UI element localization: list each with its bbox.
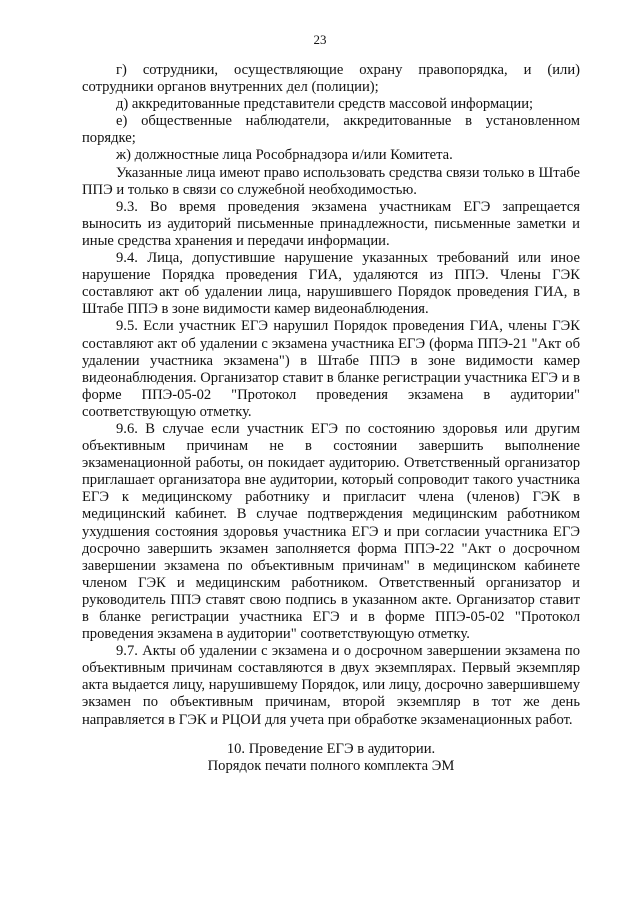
paragraph-d-media: д) аккредитованные представители средств массовой информации; xyxy=(116,96,534,113)
paragraph-9-6: 9.6. В случае если участник ЕГЭ по состоянию здоровья или другим объективным причинам не в состоянии завершить выполнение экзаменационной работы, он покидает аудиторию. Ответственный организатор приглашает организатора вне аудитории, который сопроводит такого участника ЕГЭ к медицинскому работнику и пригласит члена (членов) ГЭК в медицинский кабинет. В случае подтверждения медицинским работником ухудшения состояния здоровья участника ЕГЭ и при согласии участника ЕГЭ досрочно завершить экзамен заполняется форма ППЭ-22 "Акт о досрочном завершении экзамена по объективным причинам" в медицинском кабинете членом ГЭК и медицинским работником. Ответственный организатор и руководитель ППЭ ставят свою подпись в указанном акте. Организатор ставит в бланке регистрации участника ЕГЭ и в форме ППЭ-05-02 "Протокол проведения экзамена в аудитории" соответствующую отметку. xyxy=(82,420,580,643)
paragraph-zh-officials: ж) должностные лица Рособрнадзора и/или Комитета. xyxy=(116,147,453,164)
paragraph-9-3: 9.3. Во время проведения экзамена участникам ЕГЭ запрещается выносить из аудиторий письменные принадлежности, письменные заметки и иные средства хранения и передачи информации. xyxy=(82,198,580,249)
paragraph-e-observers: е) общественные наблюдатели, аккредитованные в установленном порядке; xyxy=(82,113,580,147)
paragraph-9-5: 9.5. Если участник ЕГЭ нарушил Порядок проведения ГИА, члены ГЭК составляют акт об удалении с экзамена участника ЕГЭ (форма ППЭ-21 "Акт об удалении участника экзамена") в Штабе ППЭ в зоне видимости камер видеонаблюдения. Организатор ставит в бланке регистрации участника ЕГЭ и в форме ППЭ-05-02 "Протокол проведения экзамена в аудитории" соответствующую отметку. xyxy=(82,318,580,420)
paragraph-9-4: 9.4. Лица, допустившие нарушение указанных требований или иное нарушение Порядка проведения ГИА, удаляются из ППЭ. Члены ГЭК составляют акт об удалении лица, нарушившего Порядок проведения ГИА, в Штабе ППЭ в зоне видимости камер видеонаблюдения. xyxy=(82,250,580,318)
paragraph-g-police: г) сотрудники, осуществляющие охрану правопорядка, и (или) сотрудники органов внутренних дел (полиции); xyxy=(82,62,580,96)
section-heading xyxy=(82,741,580,775)
document-body xyxy=(82,62,580,775)
page-number: 23 xyxy=(313,32,327,47)
section-heading-subtitle: Порядок печати полного комплекта ЭМ xyxy=(207,757,455,774)
paragraph-9-7: 9.7. Акты об удалении с экзамена и о досрочном завершении экзамена по объективным причинам составляются в двух экземплярах. Первый экземпляр акта выдается лицу, нарушившему Порядок, или лицу, досрочно завершившему экзамен по объективным причинам, второй экземпляр в тот же день направляется в ГЭК и РЦОИ для учета при обработке экзаменационных работ. xyxy=(82,643,580,728)
paragraph-communication-rights: Указанные лица имеют право использовать средства связи только в Штабе ППЭ и только в связи со служебной необходимостью. xyxy=(82,164,580,198)
section-heading-title: 10. Проведение ЕГЭ в аудитории. xyxy=(226,740,436,757)
